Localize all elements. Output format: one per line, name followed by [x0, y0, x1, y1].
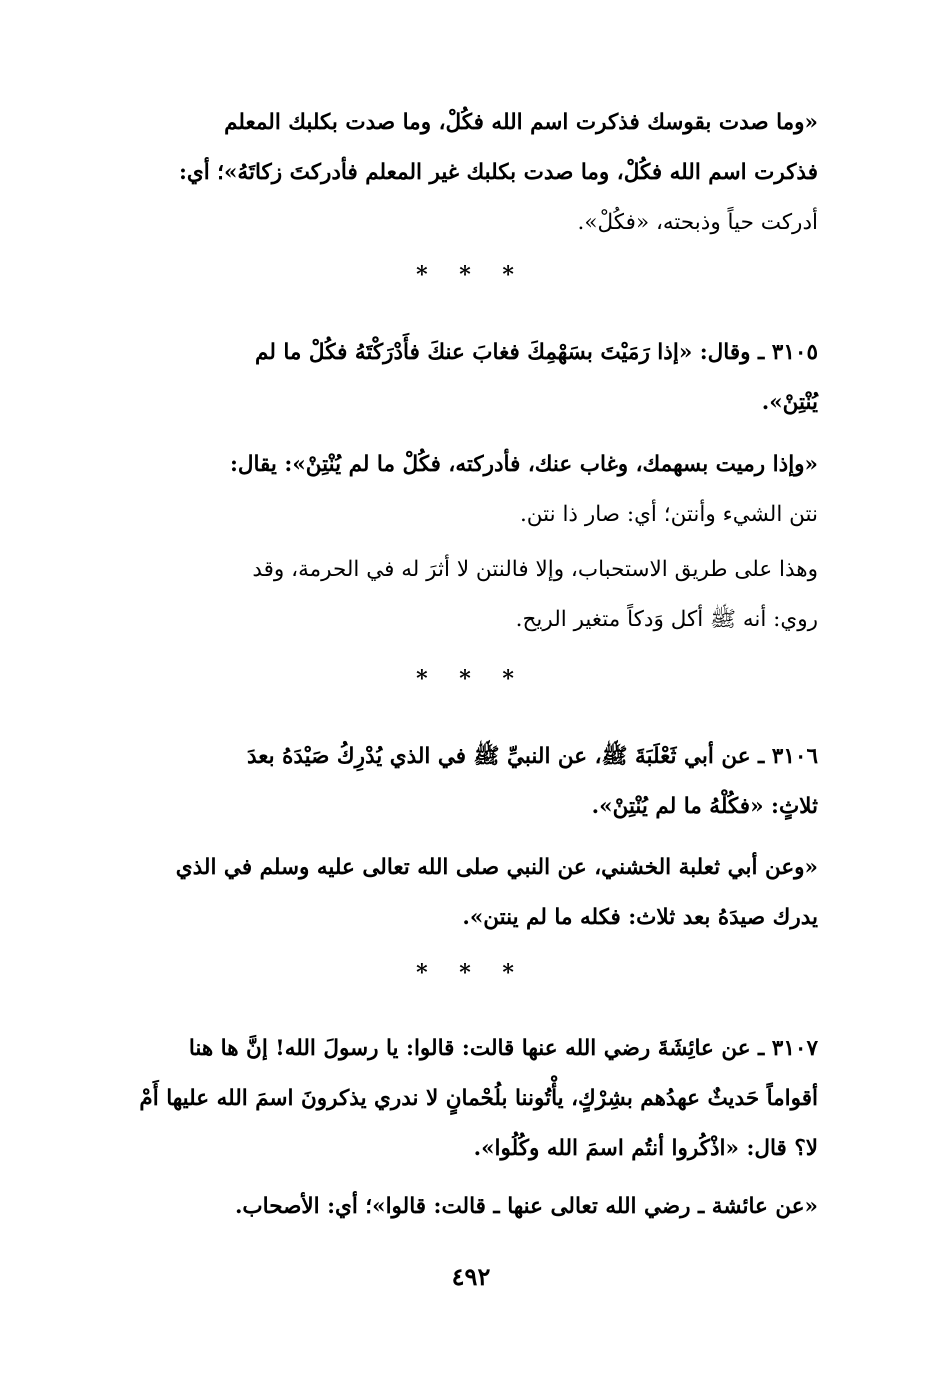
text-line: يدرك صيدَهُ بعد ثلاث: فكله ما لم ينتن». — [462, 905, 818, 930]
section-separator: * * * — [416, 960, 526, 986]
text-line: أقواماً حَديثٌ عهدُهم بشِرْكٍ، يأْتُوننا بلُحْمانٍ لا ندري يذكرونَ اسمَ الله عليها أَمْ — [139, 1086, 818, 1111]
text-line: ٣١٠٥ ـ وقال: «إذا رَمَيْتَ بسَهْمِكَ فغابَ عنكَ فأَدْرَكْتَهُ فكُلْ ما لم — [255, 340, 818, 365]
text-line: لا؟ قال: «اذْكُروا أنتُم اسمَ الله وكُلُوا». — [473, 1136, 818, 1161]
page-number: ٤٩٢ — [451, 1262, 491, 1291]
text-line: فذكرت اسم الله فكُلْ، وما صدت بكلبك غير المعلم فأدركتَ زكاتَهُ»؛ أي: — [178, 160, 818, 185]
text-line: «عن عائشة ـ رضي الله تعالى عنها ـ قالت: قالوا»؛ أي: الأصحاب. — [234, 1194, 818, 1219]
text-line: أدركت حياً وذبحته، «فكُلْ». — [577, 210, 818, 235]
commentary-3105-note — [108, 545, 818, 645]
section-separator: * * * — [416, 666, 526, 692]
hadith-3107 — [108, 1024, 818, 1174]
text-line: روي: أنه ﷺ أكل وَدكاً متغير الريح. — [515, 607, 818, 632]
paragraph-1 — [108, 98, 818, 248]
text-line: يُنْتِنْ». — [761, 390, 818, 415]
commentary-3105 — [108, 440, 818, 540]
hadith-3105 — [108, 328, 818, 428]
text-line: ثلاثٍ: «فكُلْهُ ما لم يُنْتِنْ». — [591, 794, 818, 819]
commentary-3106 — [108, 843, 818, 943]
text-line: ٣١٠٦ ـ عن أبي ثَعْلَبَةَ ﷺ، عن النبيِّ ﷺ في الذي يُدْرِكُ صَيْدَهُ بعدَ — [246, 744, 818, 769]
section-separator: * * * — [416, 262, 526, 288]
text-line: ٣١٠٧ ـ عن عائِشَةَ رضي الله عنها قالت: قالوا: يا رسولَ الله! إنَّ ها هنا — [188, 1036, 818, 1061]
commentary-3107 — [108, 1182, 818, 1232]
text-line: «وعن أبي ثعلبة الخشني، عن النبي صلى الله تعالى عليه وسلم في الذي — [175, 855, 818, 880]
text-line: «وإذا رميت بسهمك، وغاب عنك، فأدركته، فكُلْ ما لم يُنْتِنْ»: يقال: — [229, 452, 818, 477]
hadith-3106 — [108, 732, 818, 832]
text-line: وهذا على طريق الاستحباب، وإلا فالنتن لا أثرَ له في الحرمة، وقد — [252, 557, 818, 582]
text-line: نتن الشيء وأنتن؛ أي: صار ذا نتن. — [519, 502, 818, 527]
text-line: «وما صدت بقوسك فذكرت اسم الله فكُلْ، وما صدت بكلبك المعلم — [224, 110, 818, 135]
